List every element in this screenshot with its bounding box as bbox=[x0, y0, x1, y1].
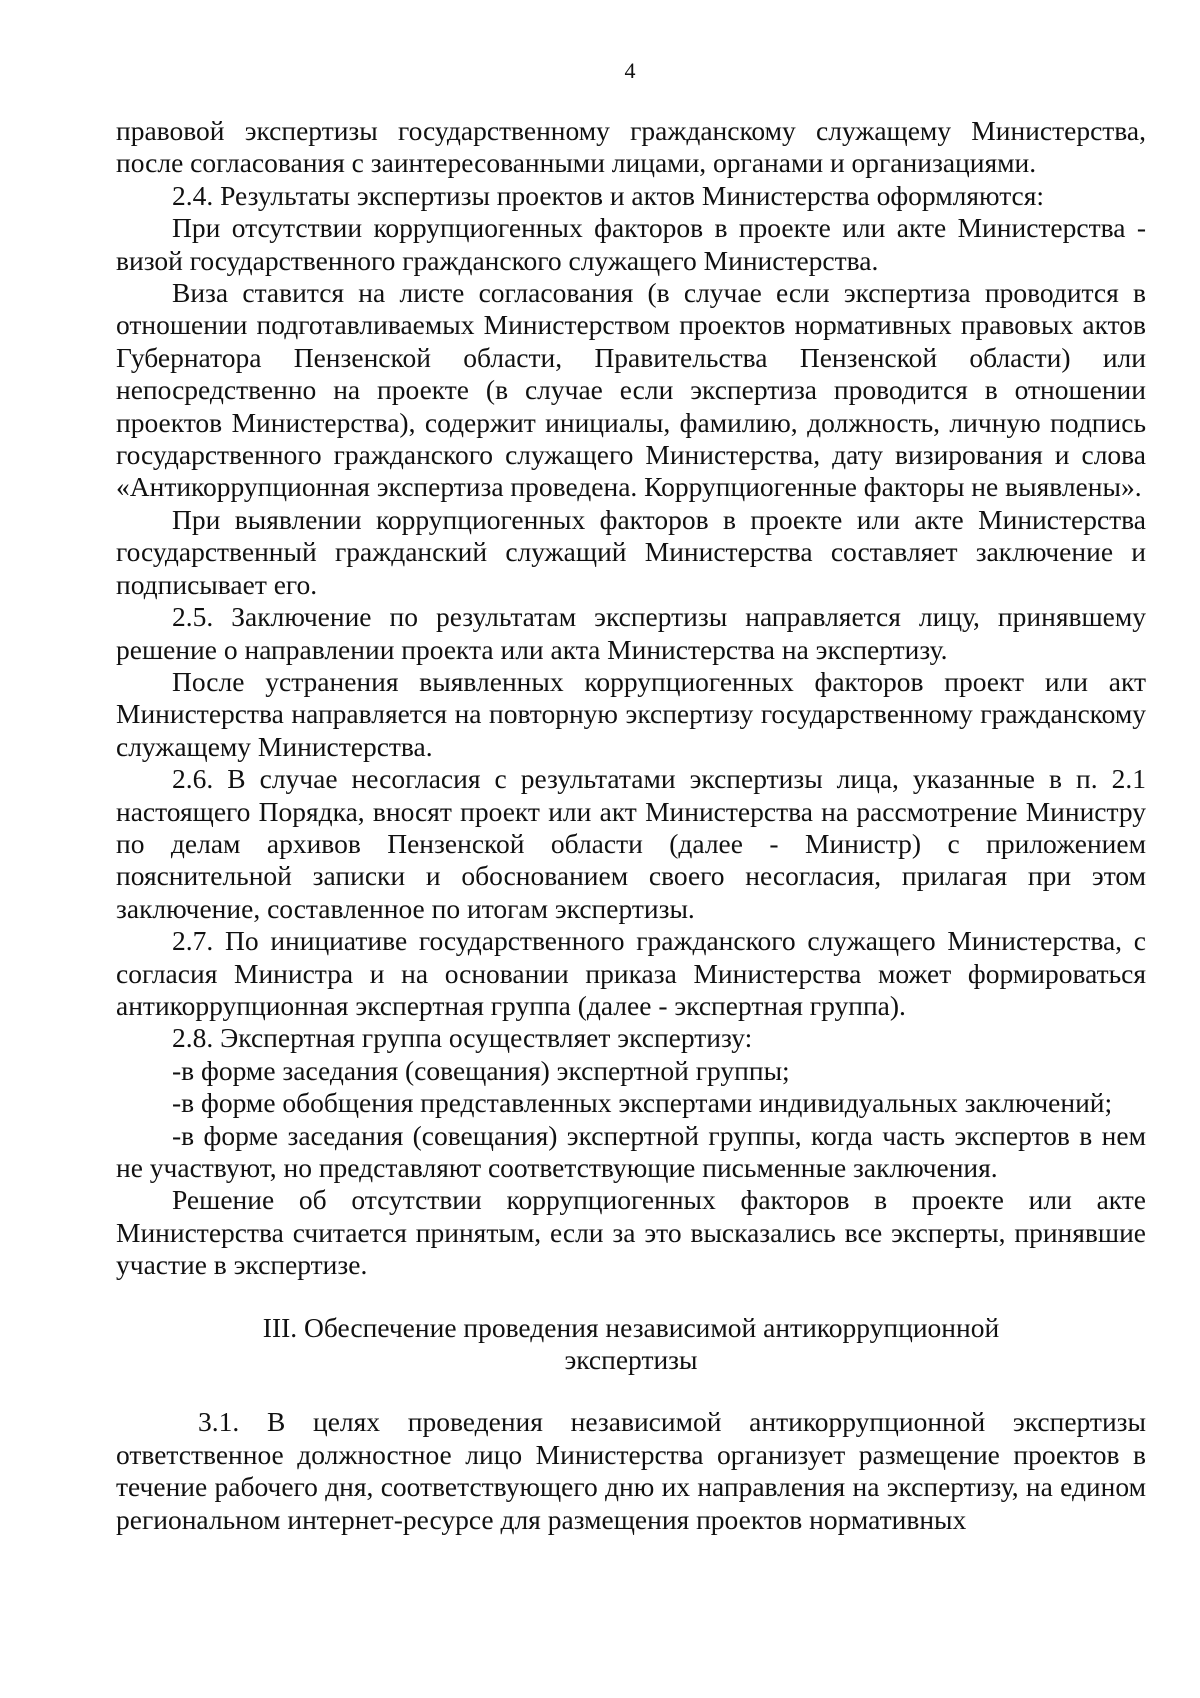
paragraph: После устранения выявленных коррупциогенных факторов проект или акт Министерства направляется на повторную экспертизу государственному гражданскому служащему Министерства. bbox=[116, 665, 1146, 762]
section-title-line-1: III. Обеспечение проведения независимой антикоррупционной bbox=[262, 1311, 1000, 1343]
paragraph: правовой экспертизы государственному гражданскому служащему Министерства, после согласования с заинтересованными лицами, органами и организациями. bbox=[116, 115, 1146, 179]
paragraph: 2.6. В случае несогласия с результатами экспертизы лица, указанные в п. 2.1 настоящего Порядка, вносят проект или акт Министерства на рассмотрение Министру по делам архивов Пензенской области (далее - Министр) с приложением пояснительной записки и обоснованием своего несогласия, прилагая при этом заключение, составленное по итогам экспертизы. bbox=[116, 763, 1146, 924]
section-title bbox=[116, 1312, 1146, 1377]
paragraph: При выявлении коррупциогенных факторов в проекте или акте Министерства государственный гражданский служащий Министерства составляет заключение и подписывает его. bbox=[116, 503, 1146, 600]
paragraph: 2.7. По инициативе государственного гражданского служащего Министерства, с согласия Министра и на основании приказа Министерства может формироваться антикоррупционная экспертная группа (далее - экспертная группа). bbox=[116, 925, 1146, 1021]
paragraph: Виза ставится на листе согласования (в случае если экспертиза проводится в отношении подготавливаемых Министерством проектов нормативных правовых актов Губернатора Пензенской области, Правительства Пензенской области) или непосредственно на проекте (в случае если экспертиза проводится в отношении проектов Министерства), содержит инициалы, фамилию, должность, личную подпись государственного гражданского служащего Министерства, дату визирования и слова «Антикоррупционная экспертиза проведена. Коррупциогенные факторы не выявлены». bbox=[116, 277, 1146, 503]
paragraph: 2.5. Заключение по результатам экспертизы направляется лицу, принявшему решение о направлении проекта или акта Министерства на экспертизу. bbox=[116, 601, 1146, 665]
paragraphs-before-section bbox=[116, 115, 1146, 1282]
paragraph: -в форме заседания (совещания) экспертной группы; bbox=[172, 1054, 790, 1086]
paragraph: Решение об отсутствии коррупциогенных факторов в проекте или акте Министерства считается принятым, если за это высказались все эксперты, принявшие участие в экспертизе. bbox=[116, 1184, 1146, 1281]
page-number: 4 bbox=[624, 58, 636, 83]
paragraph: 2.8. Экспертная группа осуществляет экспертизу: bbox=[172, 1022, 753, 1054]
paragraph: -в форме заседания (совещания) экспертной группы, когда часть экспертов в нем не участвуют, но представляют соответствующие письменные заключения. bbox=[116, 1119, 1146, 1183]
paragraph: 2.4. Результаты экспертизы проектов и актов Министерства оформляются: bbox=[172, 179, 1045, 211]
document-body bbox=[116, 115, 1146, 1536]
paragraph: При отсутствии коррупциогенных факторов в проекте или акте Министерства - визой государственного гражданского служащего Министерства. bbox=[116, 212, 1146, 276]
section-title-line-2: экспертизы bbox=[564, 1344, 698, 1376]
paragraph: -в форме обобщения представленных экспертами индивидуальных заключений; bbox=[172, 1087, 1113, 1119]
paragraph-3-1: 3.1. В целях проведения независимой антикоррупционной экспертизы ответственное должностное лицо Министерства организует размещение проектов в течение рабочего дня, соответствующего дню их направления на экспертизу, на едином региональном интернет-ресурсе для размещения проектов нормативных bbox=[116, 1406, 1146, 1535]
